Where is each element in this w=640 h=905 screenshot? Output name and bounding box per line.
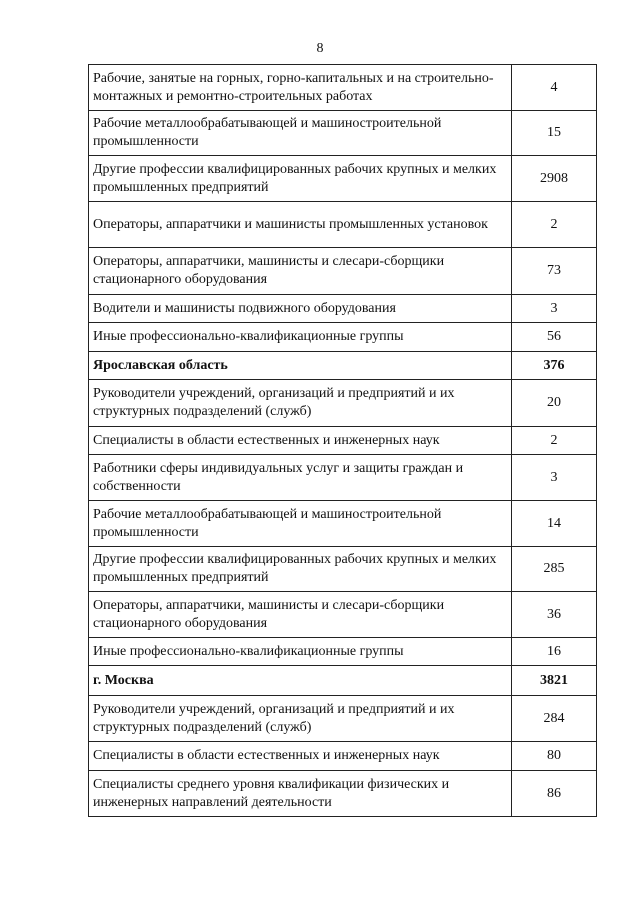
value-cell: 3821 <box>512 666 597 696</box>
category-cell: г. Москва <box>89 666 512 696</box>
table-row <box>89 501 597 547</box>
table-row <box>89 455 597 501</box>
value-cell: 4 <box>512 65 597 111</box>
value-cell: 2 <box>512 427 597 455</box>
category-cell: Операторы, аппаратчики, машинисты и слесари-сборщики стационарного оборудования <box>89 592 512 638</box>
category-cell: Руководители учреждений, организаций и предприятий и их структурных подразделений (служб) <box>89 380 512 427</box>
category-cell: Иные профессионально-квалификационные группы <box>89 323 512 352</box>
category-cell: Рабочие металлообрабатывающей и машиностроительной промышленности <box>89 501 512 547</box>
value-cell: 20 <box>512 380 597 427</box>
table-row <box>89 111 597 156</box>
value-cell: 36 <box>512 592 597 638</box>
category-cell: Рабочие металлообрабатывающей и машиностроительной промышленности <box>89 111 512 156</box>
table-row <box>89 156 597 202</box>
value-cell: 284 <box>512 696 597 742</box>
table-row <box>89 380 597 427</box>
table-body <box>89 65 597 817</box>
value-cell: 376 <box>512 352 597 380</box>
category-cell: Рабочие, занятые на горных, горно-капитальных и на строительно-монтажных и ремонтно-строительных работах <box>89 65 512 111</box>
category-cell: Специалисты в области естественных и инженерных наук <box>89 427 512 455</box>
table-row <box>89 592 597 638</box>
value-cell: 15 <box>512 111 597 156</box>
table-row <box>89 427 597 455</box>
table-row <box>89 547 597 592</box>
table-row <box>89 248 597 295</box>
category-cell: Руководители учреждений, организаций и предприятий и их структурных подразделений (служб) <box>89 696 512 742</box>
category-cell: Ярославская область <box>89 352 512 380</box>
table-row <box>89 771 597 817</box>
value-cell: 16 <box>512 638 597 666</box>
value-cell: 285 <box>512 547 597 592</box>
region-header-row <box>89 352 597 380</box>
data-table <box>88 64 597 817</box>
table-row <box>89 742 597 771</box>
category-cell: Операторы, аппаратчики, машинисты и слесари-сборщики стационарного оборудования <box>89 248 512 295</box>
table-row <box>89 323 597 352</box>
page-number: 8 <box>316 41 324 56</box>
category-cell: Работники сферы индивидуальных услуг и защиты граждан и собственности <box>89 455 512 501</box>
value-cell: 14 <box>512 501 597 547</box>
category-cell: Другие профессии квалифицированных рабочих крупных и мелких промышленных предприятий <box>89 156 512 202</box>
value-cell: 80 <box>512 742 597 771</box>
table-row <box>89 65 597 111</box>
value-cell: 86 <box>512 771 597 817</box>
table-row <box>89 295 597 323</box>
category-cell: Операторы, аппаратчики и машинисты промышленных установок <box>89 202 512 248</box>
table-row <box>89 638 597 666</box>
category-cell: Специалисты в области естественных и инженерных наук <box>89 742 512 771</box>
table-row <box>89 696 597 742</box>
value-cell: 3 <box>512 455 597 501</box>
category-cell: Другие профессии квалифицированных рабочих крупных и мелких промышленных предприятий <box>89 547 512 592</box>
value-cell: 3 <box>512 295 597 323</box>
category-cell: Иные профессионально-квалификационные группы <box>89 638 512 666</box>
value-cell: 2908 <box>512 156 597 202</box>
category-cell: Водители и машинисты подвижного оборудования <box>89 295 512 323</box>
value-cell: 73 <box>512 248 597 295</box>
category-cell: Специалисты среднего уровня квалификации физических и инженерных направлений деятельности <box>89 771 512 817</box>
table-row <box>89 202 597 248</box>
value-cell: 2 <box>512 202 597 248</box>
value-cell: 56 <box>512 323 597 352</box>
region-header-row <box>89 666 597 696</box>
